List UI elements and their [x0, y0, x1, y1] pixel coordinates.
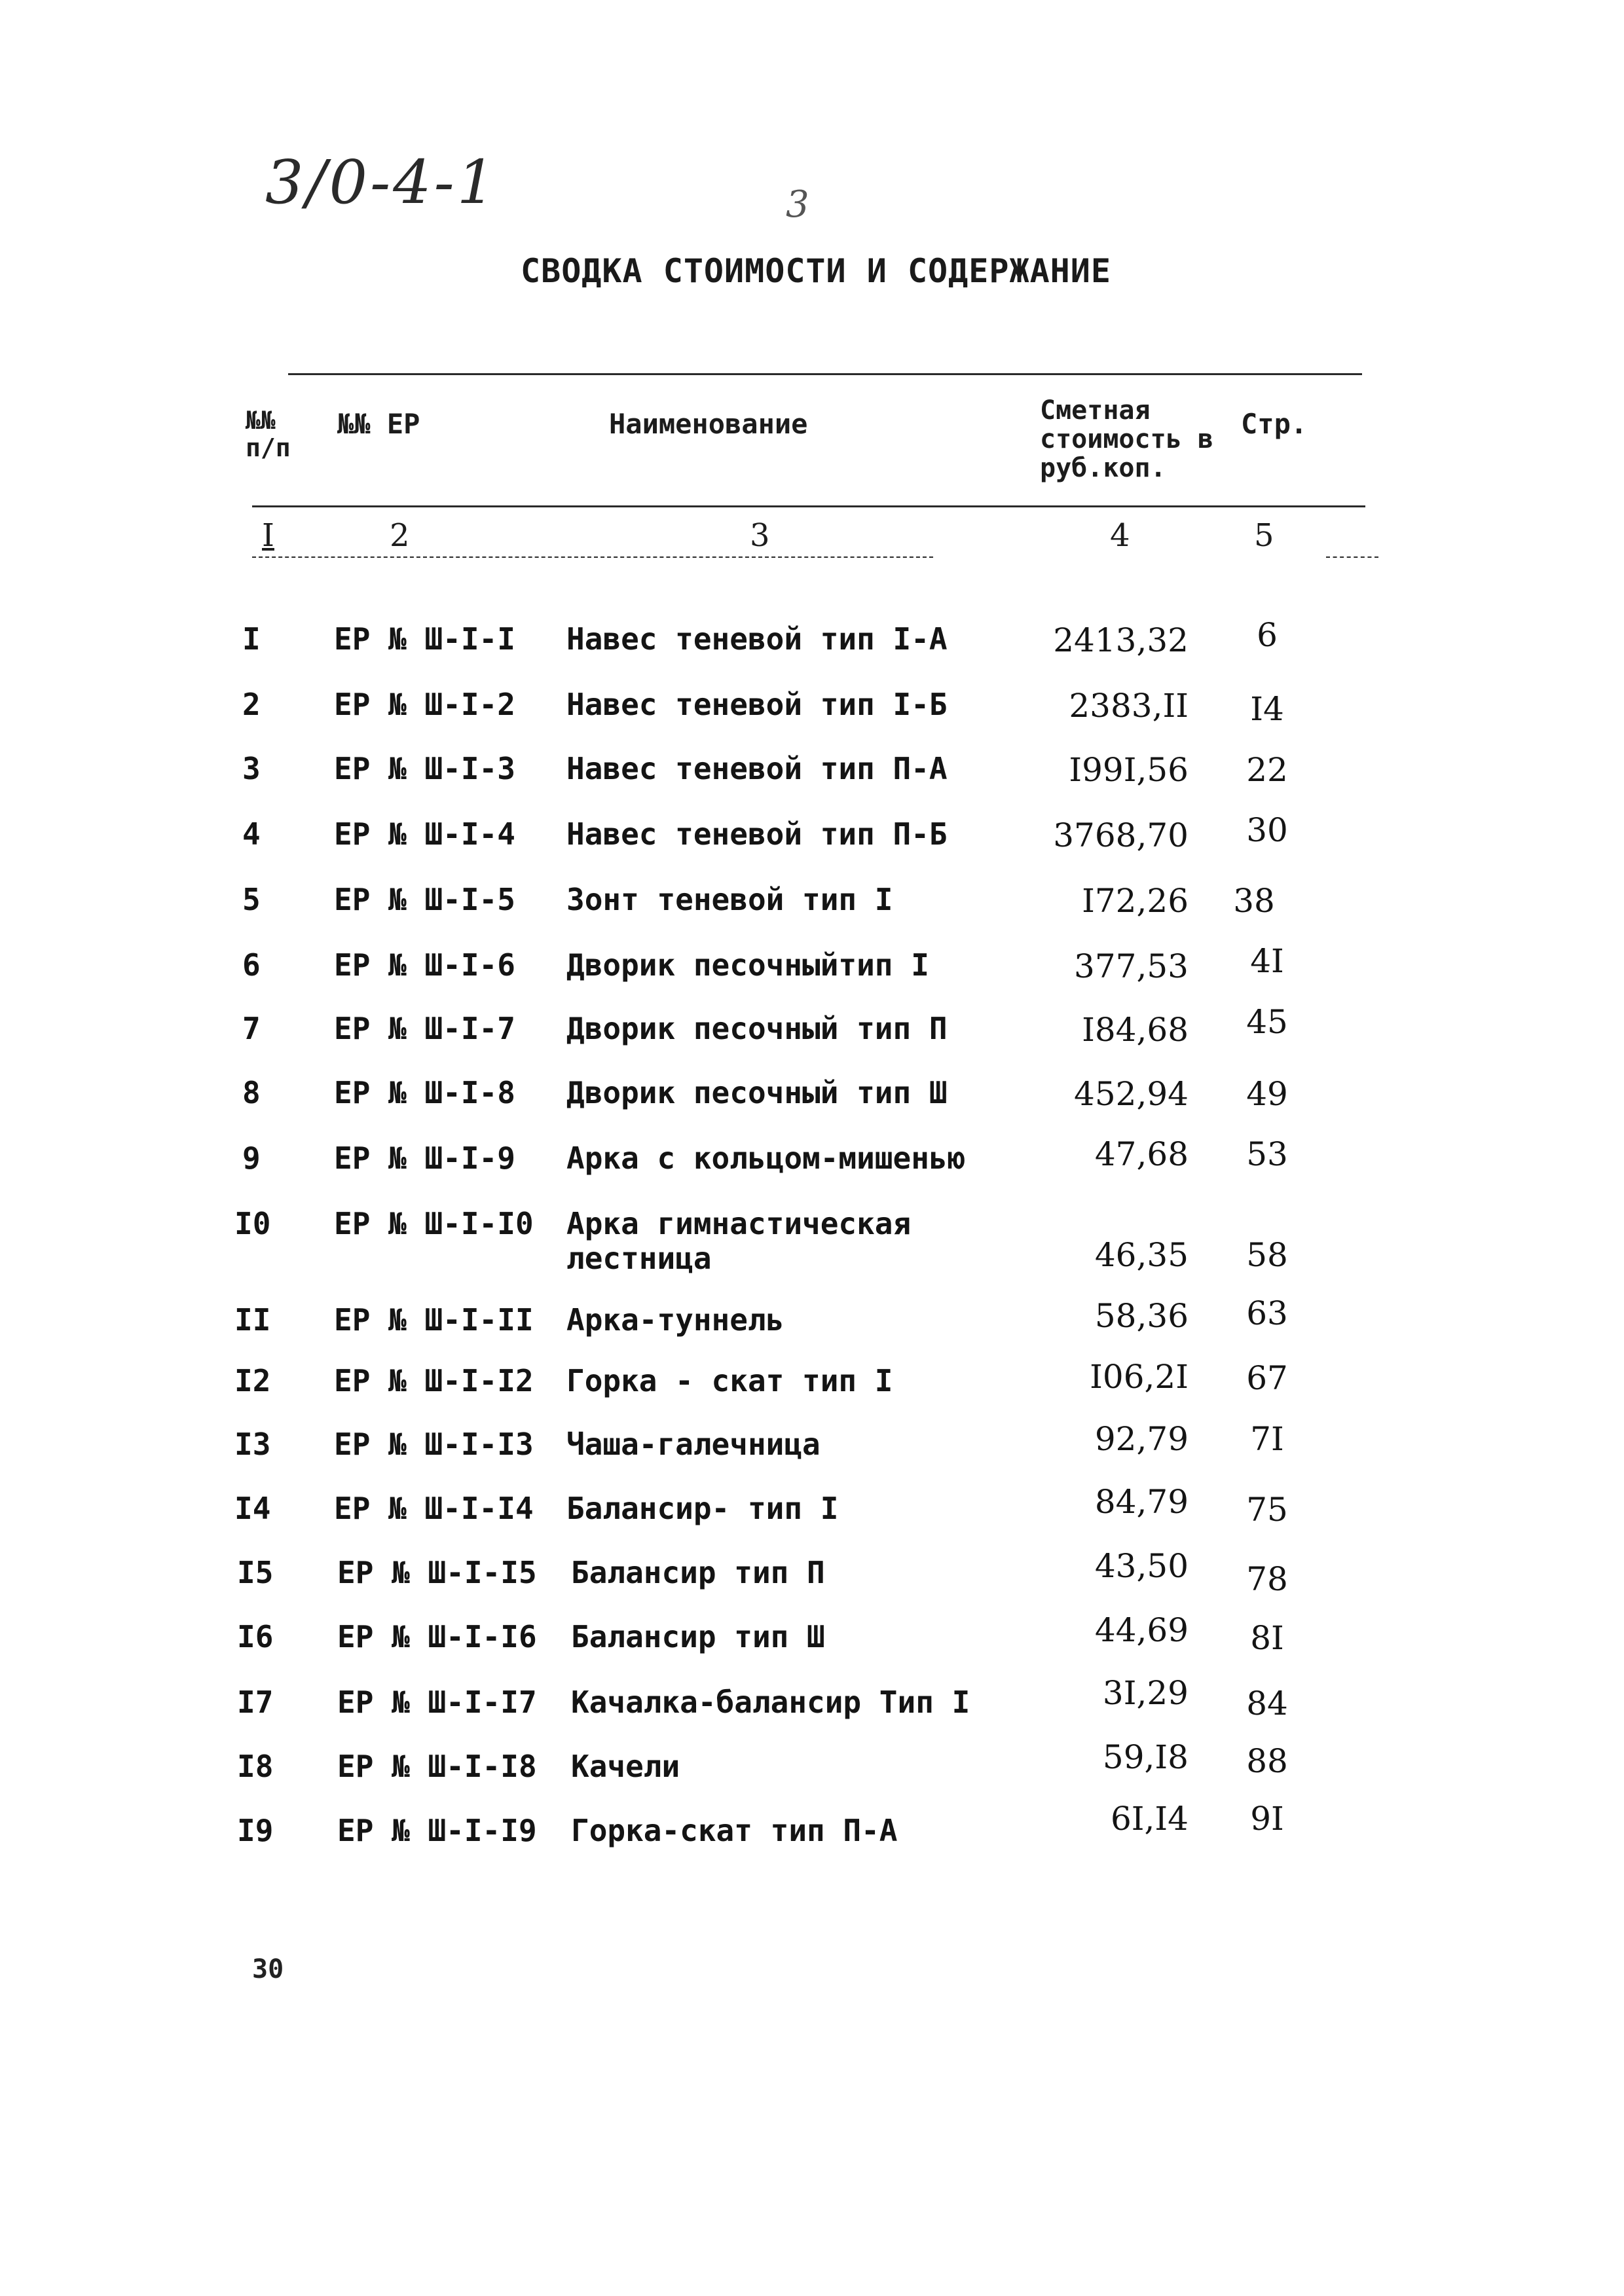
header-name — [609, 409, 807, 439]
row-cost: 84,79 — [1094, 1483, 1189, 1521]
row-name: Горка - скат тип I — [566, 1363, 893, 1398]
row-page: 67 — [1246, 1359, 1288, 1397]
row-page: 75 — [1246, 1491, 1288, 1529]
row-cost: 46,35 — [1094, 1236, 1189, 1274]
row-number: I2 — [234, 1363, 271, 1398]
column-numbers-rule-right — [1326, 556, 1378, 558]
row-name: Чаша-галечница — [566, 1427, 821, 1462]
row-er-code: ЕР № Ш-I-9 — [334, 1140, 515, 1176]
row-page: 84 — [1246, 1685, 1288, 1722]
column-number-3: 3 — [750, 517, 770, 554]
row-er-code: ЕР № Ш-I-2 — [334, 687, 515, 722]
row-cost: I06,2I — [1090, 1358, 1189, 1396]
row-cost: 377,53 — [1074, 947, 1189, 985]
table-top-rule — [288, 373, 1362, 375]
header-page — [1241, 409, 1307, 439]
row-cost: 44,69 — [1094, 1611, 1189, 1649]
column-number-4: 4 — [1110, 517, 1130, 554]
row-er-code: ЕР № Ш-I-7 — [334, 1011, 515, 1046]
row-er-code: ЕР № Ш-I-8 — [334, 1075, 515, 1110]
header-er-label: №№ ЕР — [337, 408, 420, 440]
row-cost: 3768,70 — [1053, 816, 1189, 854]
row-number: I — [242, 621, 261, 657]
row-page: 7I — [1250, 1420, 1284, 1458]
row-number: I9 — [237, 1813, 274, 1848]
row-cost: I84,68 — [1082, 1011, 1189, 1049]
row-page: 49 — [1246, 1075, 1288, 1113]
row-cost: 6I,I4 — [1110, 1800, 1189, 1838]
row-name: Балансир тип П — [571, 1555, 825, 1590]
row-number: 7 — [242, 1011, 261, 1046]
row-number: II — [234, 1302, 271, 1338]
row-page: 53 — [1246, 1135, 1288, 1173]
row-cost: I99I,56 — [1069, 751, 1189, 789]
row-name: Арка с кольцом-мишенью — [566, 1140, 966, 1176]
row-name: Навес теневой тип I-Б — [566, 687, 948, 722]
row-number: I6 — [237, 1619, 274, 1654]
row-er-code: ЕР № Ш-I-I3 — [334, 1427, 534, 1462]
row-page: 6 — [1257, 616, 1278, 654]
row-cost: 58,36 — [1094, 1297, 1189, 1335]
row-name: Арка-туннель — [566, 1302, 784, 1338]
row-er-code: ЕР № Ш-I-4 — [334, 816, 515, 852]
row-number: 8 — [242, 1075, 261, 1110]
column-number-1: I — [262, 517, 274, 554]
row-number: I0 — [234, 1206, 271, 1241]
row-number: I4 — [234, 1491, 271, 1526]
row-cost: 47,68 — [1094, 1135, 1189, 1173]
row-number: 6 — [242, 947, 261, 983]
row-name: Дворик песочный тип П — [566, 1011, 948, 1046]
header-cost — [1040, 396, 1230, 483]
row-name: Навес теневой тип П-Б — [566, 816, 948, 852]
header-num-label: №№ п/п — [246, 406, 291, 462]
row-er-code: ЕР № Ш-I-I8 — [337, 1749, 537, 1784]
header-cost-label: Сметная стоимость в руб.коп. — [1040, 395, 1213, 483]
row-page: 88 — [1246, 1742, 1288, 1780]
row-er-code: ЕР № Ш-I-I2 — [334, 1363, 534, 1398]
row-number: 3 — [242, 751, 261, 786]
row-name: Навес теневой тип П-А — [566, 751, 948, 786]
row-cost: I72,26 — [1082, 882, 1189, 920]
header-er — [337, 409, 420, 439]
row-page: 45 — [1246, 1003, 1288, 1041]
row-page: 4I — [1250, 942, 1284, 980]
row-cost: 92,79 — [1094, 1420, 1189, 1458]
row-name: Дворик песочный тип Ш — [566, 1075, 948, 1110]
row-name: Зонт теневой тип I — [566, 882, 893, 917]
row-page: 22 — [1246, 751, 1288, 789]
row-cost: 43,50 — [1094, 1547, 1189, 1585]
row-number: I3 — [234, 1427, 271, 1462]
header-page-label: Стр. — [1241, 408, 1308, 440]
row-cost: 452,94 — [1074, 1075, 1189, 1113]
row-page: 58 — [1246, 1236, 1288, 1274]
row-er-code: ЕР № Ш-I-II — [334, 1302, 534, 1338]
row-page: 63 — [1246, 1294, 1288, 1332]
row-er-code: ЕР № Ш-I-6 — [334, 947, 515, 983]
row-er-code: ЕР № Ш-I-5 — [334, 882, 515, 917]
row-name: Дворик песочныйтип I — [566, 947, 929, 983]
row-page: I4 — [1250, 690, 1284, 728]
header-num — [246, 407, 318, 462]
row-er-code: ЕР № Ш-I-3 — [334, 751, 515, 786]
row-cost: 59,I8 — [1102, 1738, 1189, 1776]
row-number: 9 — [242, 1140, 261, 1176]
row-cost: 2383,II — [1069, 687, 1189, 725]
row-page: 38 — [1233, 882, 1275, 920]
row-cost: 3I,29 — [1102, 1674, 1189, 1712]
row-page: 30 — [1246, 811, 1288, 849]
row-er-code: ЕР № Ш-I-I4 — [334, 1491, 534, 1526]
row-er-code: ЕР № Ш-I-I — [334, 621, 515, 657]
row-page: 8I — [1250, 1619, 1284, 1657]
row-er-code: ЕР № Ш-I-I0 — [334, 1206, 534, 1241]
column-number-5: 5 — [1254, 517, 1274, 554]
row-name: Качели — [571, 1749, 680, 1784]
row-er-code: ЕР № Ш-I-I5 — [337, 1555, 537, 1590]
row-number: 4 — [242, 816, 261, 852]
header-bottom-rule — [252, 505, 1365, 507]
row-page: 78 — [1246, 1560, 1288, 1598]
row-number: I5 — [237, 1555, 274, 1590]
row-er-code: ЕР № Ш-I-I9 — [337, 1813, 537, 1848]
row-page: 9I — [1250, 1800, 1284, 1838]
row-number: I8 — [237, 1749, 274, 1784]
row-number: I7 — [237, 1685, 274, 1720]
row-number: 5 — [242, 882, 261, 917]
header-name-label: Наименование — [609, 408, 808, 440]
footer-mark: 30 — [252, 1954, 284, 1984]
row-name: Навес теневой тип I-А — [566, 621, 948, 657]
row-cost: 2413,32 — [1053, 621, 1189, 659]
row-name: Арка гимнастическая лестница — [566, 1206, 912, 1276]
handwritten-document-code: 3/0-4-1 — [265, 147, 498, 217]
row-name: Балансир- тип I — [566, 1491, 839, 1526]
row-name: Горка-скат тип П-А — [571, 1813, 898, 1848]
row-name: Балансир тип Ш — [571, 1619, 825, 1654]
document-title: СВОДКА СТОИМОСТИ И СОДЕРЖАНИЕ — [521, 252, 1111, 290]
row-number: 2 — [242, 687, 261, 722]
column-numbers-rule — [252, 556, 933, 558]
row-name: Качалка-балансир Тип I — [571, 1685, 970, 1720]
row-er-code: ЕР № Ш-I-I6 — [337, 1619, 537, 1654]
page-number: 3 — [786, 183, 809, 226]
column-number-2: 2 — [390, 517, 410, 554]
row-er-code: ЕР № Ш-I-I7 — [337, 1685, 537, 1720]
